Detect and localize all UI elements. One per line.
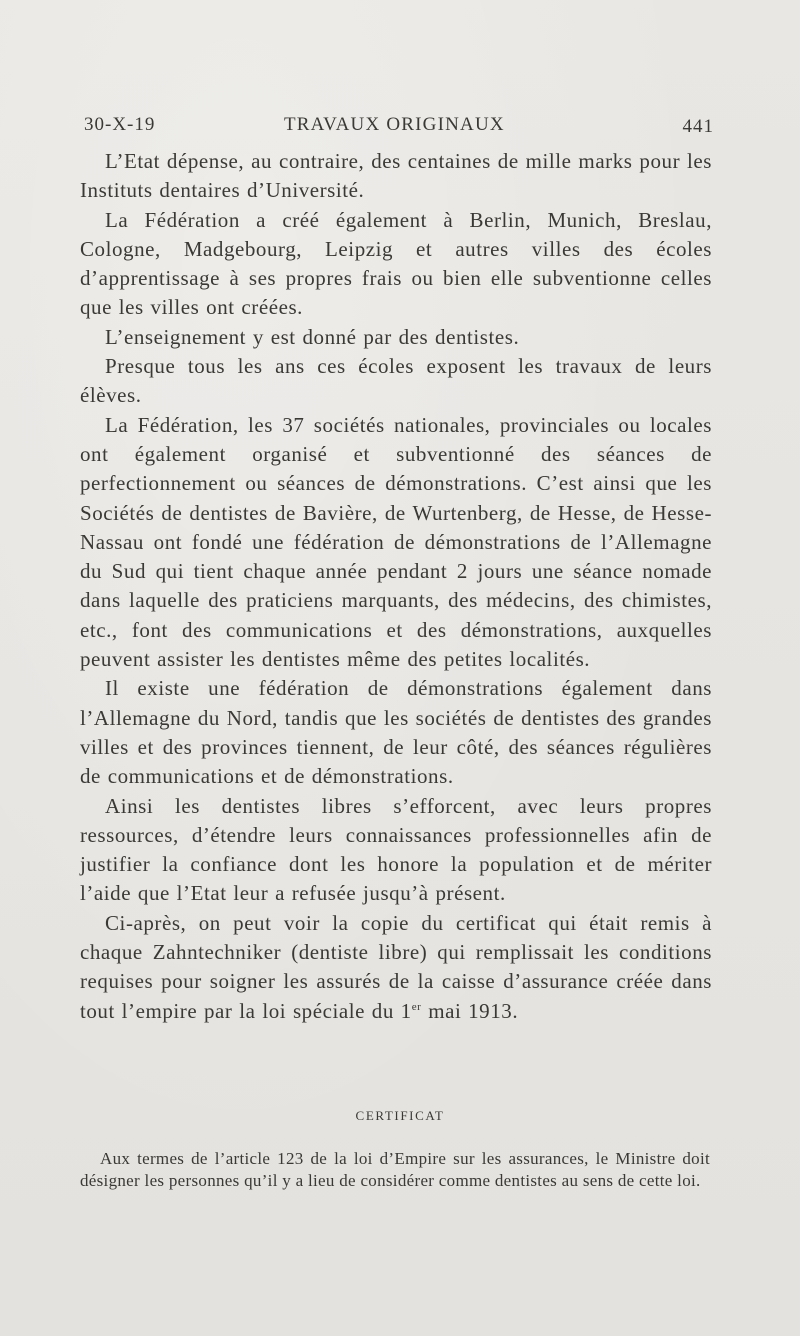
certificate-paragraph: Aux termes de l’article 123 de la loi d’Empire sur les assurances, le Ministre doit désigner les personnes qu’il y a lieu de considérer comme dentistes au sens de cette loi. (80, 1149, 710, 1190)
certificate-title: CERTIFICAT (355, 1108, 445, 1123)
paragraph: L’Etat dépense, au contraire, des centaines de mille marks pour les Instituts dentaires d’Université. (80, 149, 712, 203)
paragraph-last (80, 909, 712, 1026)
paragraph: Presque tous les ans ces écoles exposent les travaux de leurs élèves. (80, 354, 712, 408)
main-text (80, 147, 712, 1026)
day-number: 1 (400, 998, 412, 1023)
paragraph: La Fédération a créé également à Berlin, Munich, Breslau, Cologne, Madgebourg, Leipzig et autres villes des écoles d’apprentissage à ses propres frais ou bien elle subventionne celles que les villes ont créées. (80, 207, 712, 320)
ordinal-superscript: er (411, 1000, 422, 1013)
paragraph: La Fédération, les 37 sociétés nationales, provinciales ou locales ont également organisé et subventionné des séances de perfectionnement ou séances de démonstrations. C’est ainsi que les Sociétés de dentistes de Bavière, de Wurtenberg, de Hesse, de Hesse-Nassau ont fondé une fédération de démonstrations de l’Allemagne du Sud qui tient chaque année pendant 2 jours une séance nomade dans laquelle des praticiens marquants, des médecins, des chimistes, etc., font des communications et des démonstrations, auxquelles peuvent assister les dentistes même des petites localités. (80, 412, 712, 672)
paragraph: L’enseignement y est donné par des dentistes. (105, 324, 520, 349)
running-header (84, 114, 714, 144)
certificate-text-block (80, 1148, 710, 1192)
paragraph-text: Ci-après, on peut voir la copie du certificat qui était remis à chaque Zahntechniker (dentiste libre) qui remplissait les conditions requises pour soigner les assurés de la caisse d’assurance créée dans tout l’empire par la loi spéciale du (80, 910, 712, 1023)
paragraph: Il existe une fédération de démonstrations également dans l’Allemagne du Nord, tandis que les sociétés de dentistes des grandes villes et des provinces tiennent, de leur côté, des séances régulières de communications et de démonstrations. (80, 676, 712, 789)
paragraph-text-end: mai 1913. (421, 998, 519, 1023)
paragraph: Ainsi les dentistes libres s’efforcent, avec leurs propres ressources, d’étendre leurs connaissances professionnelles afin de justifier la confiance dont les honore la population et de mériter l’aide que l’Etat leur a refusée jusqu’à présent. (80, 793, 712, 906)
page-number: 441 (682, 116, 714, 137)
header-running-title: TRAVAUX ORIGINAUX (284, 114, 505, 135)
header-date: 30-X-19 (84, 114, 156, 135)
